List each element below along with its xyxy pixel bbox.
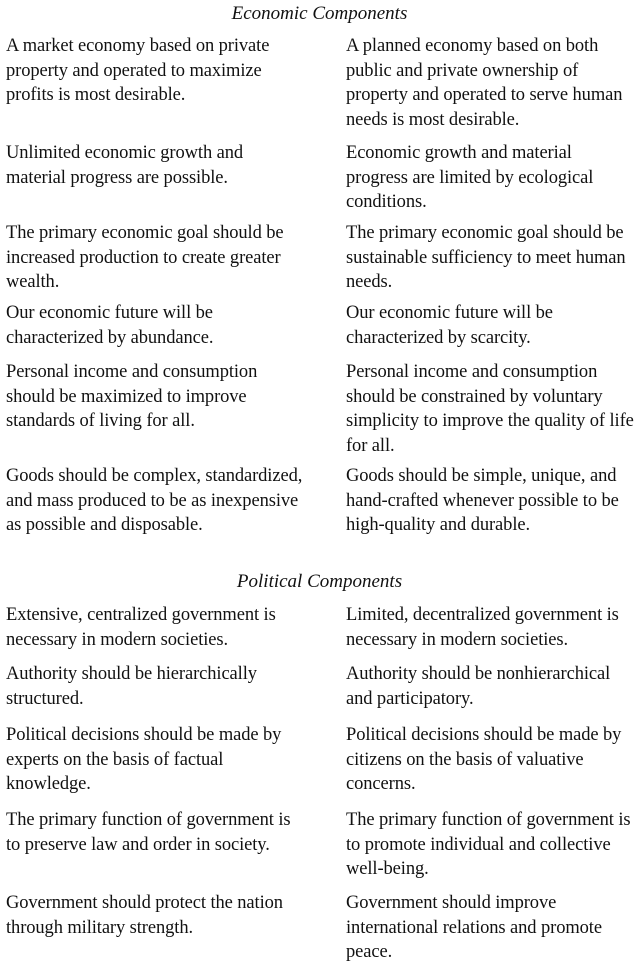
economic-row-6-right: Goods should be simple, unique, and hand-crafted whenever possible to be high-quality and durable. — [346, 466, 619, 535]
political-row-3-left: Political decisions should be made by experts on the basis of factual knowledge. — [6, 725, 282, 794]
political-row-2-left: Authority should be hierarchically structured. — [6, 664, 257, 709]
economic-row-2-right: Economic growth and material progress are limited by ecological conditions. — [346, 143, 594, 212]
economic-row-4-left: Our economic future will be characterized by abundance. — [6, 303, 214, 348]
economic-section-title: Economic Components — [231, 3, 408, 24]
political-row-4-right: The primary function of government is to promote individual and collective well-being. — [346, 810, 631, 879]
economic-row-2-left: Unlimited economic growth and material progress are possible. — [6, 143, 244, 188]
economic-row-3-left: The primary economic goal should be increased production to create greater wealth. — [6, 223, 284, 292]
economic-row-5-left: Personal income and consumption should be maximized to improve standards of living for all. — [6, 362, 258, 431]
political-row-2-right: Authority should be nonhierarchical and participatory. — [346, 664, 611, 709]
political-row-4-left: The primary function of government is to preserve law and order in society. — [6, 810, 291, 855]
economic-row-1-right: A planned economy based on both public and private ownership of property and operated to serve human needs is most desirable. — [346, 36, 623, 130]
political-section-title: Political Components — [236, 571, 403, 592]
economic-row-5-right: Personal income and consumption should be constrained by voluntary simplicity to improve the quality of life for all. — [346, 362, 634, 456]
political-row-1-right: Limited, decentralized government is necessary in modern societies. — [346, 605, 619, 650]
political-row-3-right: Political decisions should be made by citizens on the basis of valuative concerns. — [346, 725, 622, 794]
political-row-5-left: Government should protect the nation through military strength. — [6, 893, 283, 938]
economic-row-1-left: A market economy based on private property and operated to maximize profits is most desirable. — [6, 36, 270, 105]
political-row-1-left: Extensive, centralized government is necessary in modern societies. — [6, 605, 276, 650]
economic-row-3-right: The primary economic goal should be sustainable sufficiency to meet human needs. — [346, 223, 626, 292]
economic-row-4-right: Our economic future will be characterized by scarcity. — [346, 303, 553, 348]
economic-row-6-left: Goods should be complex, standardized, and mass produced to be as inexpensive as possible and disposable. — [6, 466, 303, 535]
political-row-5-right: Government should improve international relations and promote peace. — [346, 893, 602, 962]
